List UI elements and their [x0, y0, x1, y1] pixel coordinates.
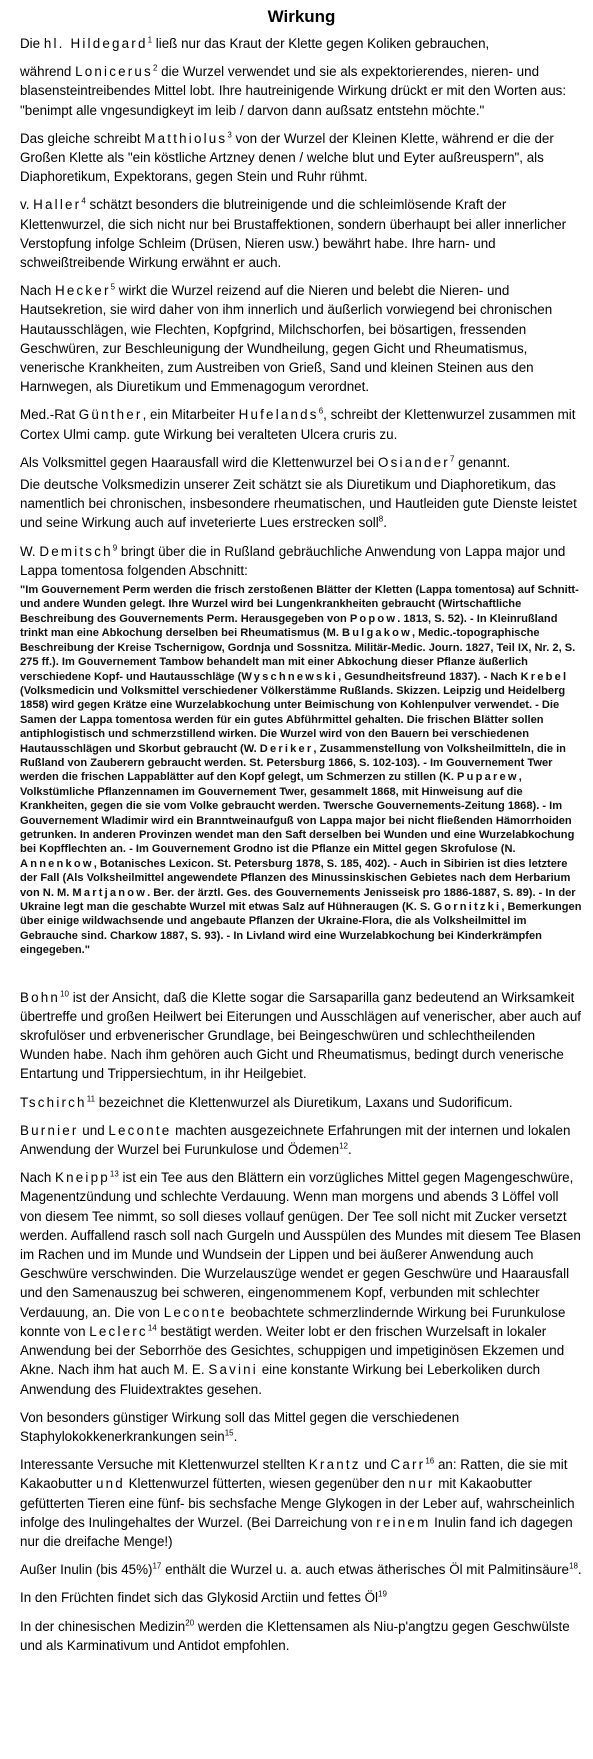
footnote-marker: 15: [224, 1428, 234, 1438]
text-run: die Wurzel verwendet und sie als expektorierendes, nieren- und blasensteintreibendes Mittel lobt. Ihre hautreinigende Wirkung drückt er mit den Worten aus: "benimpt alle vngesundigkeyt im leib / darvon dann außsatz entstehn möchte.": [20, 64, 567, 118]
author-name: Hecker: [54, 283, 111, 299]
author-name: Puparew: [457, 771, 519, 784]
text-run: (Volksmedicin und Volksmittel verschiedener Völkerstämme Rußlands. Skizzen. Leipzig und Heidelberg 1858) wird gegen Krätze eine Wurzelabkochung unter Beimischung von Kohlenpulver verwendet. - Die Samen der Lappa tomentosa werden für ein gutes Abführmittel gehalten. Die frischen Blätter sollen antiphlogistisch und schmerzstillend wirken. Die Wurzel wird von den Bauern bei verschiedenen Hautausschlägen und Skorbut gebraucht (W.: [20, 684, 566, 755]
footnote-marker: 10: [60, 989, 69, 999]
footnote-marker: 20: [185, 1618, 195, 1628]
footnote-marker: 2: [152, 63, 158, 73]
text-run: "Im Gouvernement Perm werden die frisch zerstoßenen Blätter der Kletten (Lappa tomentosa) auf Schnitt- und andere Wunden gelegt. Ihre Wurzel wird bei Lungenkrankheiten gebraucht (Wirtschaftliche Beschreibung des Gouvernements Perm. Herausgegeben von: [20, 584, 579, 625]
author-name: Carr: [390, 1457, 426, 1473]
paragraph-p11: [20, 1093, 583, 1112]
footnote-marker: 1: [147, 35, 153, 45]
paragraph-p5: [20, 281, 583, 396]
text-run: .: [233, 1428, 238, 1444]
text-run: ist der Ansicht, daß die Klette sogar die Sarsaparilla ganz bedeutend an Wirksamkeit übertreffe und großen Heilwert bei Eiterungen und Ausschlägen auf venerischer, aber auch auf skrofulöser und erbvenerischer Grundlage, bei Beingeschwüren und schlechtheilenden Wunden habe. Nach ihm gehören auch Gicht und Rheumatismus, bedingt durch venerische Entartung und Trippersiechtum, in ihr Heilgebiet.: [20, 989, 582, 1082]
text-run: Das gleiche schreibt: [20, 130, 145, 146]
text-run: ist ein Tee aus den Blättern ein vorzügliches Mittel gegen Magengeschwüre, Magenentzündung und schlechte Verdauung. Wenn man morgens und abends 3 Löffel voll von diesem Tee nimmt, so soll dieses vollauf genügen. Der Tee soll nicht mit Zucker versetzt werden. Auffallend rasch soll nach Gurgeln und Ausspülen des Mundes mit diesem Tee Blasen im Rachen und im Munde und Wundsein der Lippen und bei äußerer Anwendung auch Geschwüre verschwinden. Die Wurzelauszüge wendet er gegen Geschwüre und Haarausfall und den Samenauszug bei schweren, eingenommenem Kopf, verbunden mit schlechter Verdauung, an. Die von: [20, 1170, 581, 1320]
text-run: Nach: [20, 1170, 55, 1186]
text-run: , Medic.-topographische Beschreibung der Kreise Tschernigow, Gordnja und Sossnitza. Militär-Medic. Journ. 1827, Teil IX, Nr. 2, S. 275 ff.). Im Gouvernement Tambow behandelt man mit einer Abkochung dieser Pflanze äußerlich verschiedene Kopf- und Hautausschläge (: [20, 627, 576, 683]
author-name: Wyschnewski: [241, 670, 339, 683]
paragraph-p12: [20, 1121, 583, 1159]
text-run: . Ber. der ärztl. Ges. des Gouvernements Jenisseisk pro 1886-1887, S. 89). - In der Ukraine legt man die geschabte Wurzel mit etwas Salz auf Hühneraugen (K. S.: [20, 886, 576, 914]
footnote-marker: 14: [147, 1323, 157, 1333]
text-run: wirkt die Wurzel reizend auf die Nieren und belebt die Nieren- und Hautsekretion, sie wird daher von ihm innerlich und äußerlich vorwiegend bei chronischen Hautausschlägen, wie Flechten, Kopfgrind, Milchschorfen, bei bösartigen, fressenden Geschwüren, zur Beschleunigung der Wundheilung, gegen Gicht und Rheumatismus, venerische Krankheiten, zum Austreiben von Grieß, Sand und kleinen Steinen aus den Harnwegen, als Diuretikum und Emmenagogum verordnet.: [20, 283, 553, 395]
author-name: hl. Hildegard: [43, 36, 148, 51]
text-run: , Botanisches Lexicon. St. Petersburg 1878, S. 185, 402). - Auch in Sibirien ist dies letztere der Fall (Als Volksheilmittel angewendete Pflanzen des Minussinskischen Gebietes nach dem Herbarium von N. M.: [20, 857, 571, 899]
author-name: Krebel: [520, 670, 569, 683]
text-run: machten ausgezeichnete Erfahrungen mit der internen und lokalen Anwendung der Wurzel bei Furunkulose und Ödemen: [20, 1122, 571, 1158]
text-run: v.: [20, 197, 34, 213]
footnote-marker: 16: [425, 1456, 435, 1466]
text-run: bringt über die in Rußland gebräuchliche Anwendung von Lappa major und Lappa tomentosa folgenden Abschnitt:: [20, 543, 566, 578]
footnote-marker: 4: [81, 196, 86, 206]
text-run: Außer Inulin (bis 45%): [20, 1562, 153, 1578]
text-run: Die: [20, 36, 44, 51]
text-run: von der Wurzel der Kleinen Klette, während er die der Großen Klette als "ein köstliche Artzney denen / welche blut und Eyter außreuspern", als Diaphoretikum, Expektorans, gegen Stein und Ruhr rühmt.: [20, 130, 554, 185]
footnote-marker: 17: [152, 1561, 162, 1571]
text-run: , Gesundheitsfreund 1837). - Nach: [338, 670, 521, 683]
text-run: ließ nur das Kraut der Klette gegen Koliken gebrauchen,: [152, 36, 490, 51]
text-run: werden die Klettensamen als Niu-p'angtzu gegen Geschwülste und als Karminativum und Antidot empfohlen.: [20, 1618, 570, 1653]
footnote-marker: 12: [339, 1141, 348, 1151]
paragraph-p6: [20, 405, 583, 443]
text-run: , ein Mitarbeiter: [142, 407, 239, 423]
text-run: , Bemerkungen über einige wildwachsende und angebaute Pflanzen der Ukraine-Flora, die als Volksheilmittel im Gebrauche sind. Charkow 1887, S. 93). - In Livland wird eine Wurzelabkochung bei Kinderkrämpfen eingegeben.": [20, 901, 582, 957]
footnote-marker: 7: [449, 454, 455, 464]
paragraph-p1: [20, 34, 583, 53]
text-run: , Zusammenstellung von Volksheilmitteln, die in Rußland von Zauberern gebraucht werden. St. Petersburg 1866, S. 102-103). - Im Gouvernement Twer werden die frischen Lappablätter auf den Kopf gelegt, um Schmerzen zu stillen (K.: [20, 742, 566, 784]
footnote-marker: 5: [110, 282, 116, 292]
author-name: Deriker: [259, 742, 314, 755]
text-run: Klettenwurzel fütterten, wiesen gegenüber den: [124, 1476, 409, 1492]
text-run: und: [78, 1122, 109, 1138]
text-run: . 1813, S. 52). - In Kleinrußland trinkt man eine Abkochung derselben bei Rheumatismus (M.: [20, 612, 558, 640]
text-run: , schreibt der Klettenwurzel zusammen mit Cortex Ulmi camp. gute Wirkung bei veralteten Ulcera cruris zu.: [20, 407, 576, 442]
footnote-marker: 11: [86, 1094, 96, 1104]
text-run: Von besonders günstiger Wirkung soll das Mittel gegen die verschiedenen Staphylokokkenerkrankungen sein: [20, 1409, 460, 1444]
text-run: und: [360, 1457, 391, 1473]
text-run: Interessante Versuche mit Klettenwurzel stellten: [20, 1457, 309, 1473]
text-run: mit Kakaobutter gefütterten Tieren eine fünf- bis sechsfache Menge Glykogen in der Leber auf, wahrscheinlich infolge des Inulingehaltes der Wurzel. (Bei Darreichung von: [20, 1476, 575, 1530]
text-run: enthält die Wurzel u. a. auch etwas ätherisches Öl mit Palmitinsäure: [161, 1562, 570, 1578]
paragraph-p16: [20, 1560, 583, 1579]
footnote-marker: 6: [318, 406, 324, 416]
author-name: Lonicerus: [75, 64, 153, 80]
footnote-marker: 13: [109, 1169, 119, 1179]
text-run: Als Volksmittel gegen Haarausfall wird die Klettenwurzel bei: [20, 454, 379, 470]
footnote-marker: 18: [569, 1561, 578, 1571]
text-run: beobachtete schmerzlindernde Wirkung bei Furunkulose konnte von: [20, 1304, 566, 1339]
text-run: während: [20, 64, 76, 80]
page-title: Wirkung: [267, 7, 336, 26]
paragraph-p14: [20, 1408, 583, 1446]
text-run: bestätigt werden. Weiter lobt er den frischen Wurzelsaft in lokaler Anwendung bei der Seborrhöe des Gesichtes, schuppigen und impetiginösen Ekzemen und Akne. Nach ihm hat auch M. E.: [20, 1323, 565, 1378]
author-name: Gornitzki: [433, 901, 502, 914]
author-name: Krantz: [308, 1457, 361, 1473]
author-name: Annenkow: [20, 857, 94, 870]
text-run: , Volkstümliche Pflanzennamen im Gouvernement Twer, gesammelt 1868, mit Hinweisung auf die Krankheiten, gegen die sie vom Volke gebraucht werden. Twersche Gouvernements-Zeitung 1868). - Im Gouvernement Wladimir wird ein Branntweinaufguß von Lappa major bei nicht fließenden Hämorrhoiden getrunken. In anderen Provinzen wendet man den Saft derselben bei Wunden und eine Wurzelabkochung bei Kopfflechten an. - Im Gouvernement Grodno ist die Pflanze ein Mittel gegen Skrofulose (N.: [20, 771, 575, 856]
paragraph-p17: [20, 1588, 583, 1607]
author-name: nur: [408, 1476, 435, 1492]
author-name: Haller: [33, 197, 82, 213]
footnote-marker: 8: [378, 515, 384, 524]
text-run: W.: [20, 543, 40, 559]
paragraph-p4: [20, 195, 583, 272]
text-run: .: [348, 1142, 352, 1158]
footnote-marker: 3: [227, 130, 232, 140]
text-run: genannt.: [454, 454, 511, 470]
paragraph-p18: [20, 1617, 583, 1655]
footnote-marker: 9: [112, 543, 118, 553]
author-name: Martjanow: [72, 886, 148, 899]
text-run: schätzt besonders die blutreinigende und die schleimlösende Kraft der Klettenwurzel, die sich nicht nur bei Brustaffektionen, sondern überhaupt bei aller innerlicher Verstopfung infolge Schleim (Drüsen, Nieren usw.) bewährt habe. Ihre harn- und schweißtreibende Wirkung erwähnt er auch.: [20, 197, 567, 271]
author-name: Bulgakow: [341, 627, 412, 640]
paragraph-p10: [20, 988, 583, 1084]
text-run: an: Ratten, die sie mit Kakaobutter: [20, 1457, 568, 1492]
block-quote: [20, 583, 583, 958]
text-run: Die deutsche Volksmedizin unserer Zeit schätzt sie als Diuretikum und Diaphoretikum, das namentlich bei chronischen, insbesondere rheumatischen, und Hautleiden gute Dienste leistet und seine Wirkung auch auf inveterierte Lues erstrecken soll: [20, 477, 577, 531]
author-name: Hufelands: [238, 407, 319, 423]
author-name: Günther: [78, 407, 143, 423]
author-name: Bohn: [20, 989, 61, 1005]
text-section-before-quote: [20, 34, 583, 580]
author-name: reinem: [376, 1514, 431, 1530]
author-name: Kneipp: [54, 1170, 110, 1186]
text-run: .: [577, 1562, 582, 1578]
author-name: Tschirch: [20, 1094, 87, 1110]
text-run: Med.-Rat: [20, 407, 79, 423]
paragraph-p13: [20, 1168, 583, 1398]
paragraph-p2: [20, 62, 583, 120]
paragraph-p8: [20, 475, 583, 533]
text-run: Inulin fand ich dagegen nur die dreifache Menge!): [20, 1514, 573, 1549]
author-name: Demitsch: [39, 543, 113, 559]
author-name: Osiander: [378, 454, 450, 470]
author-name: Leclerc: [89, 1323, 148, 1339]
paragraph-p15: [20, 1455, 583, 1551]
text-run: eine konstante Wirkung bei Leberkoliken durch Anwendung des Fluidextraktes gesehen.: [20, 1362, 541, 1397]
text-section-after-quote: [20, 988, 583, 1655]
footnote-marker: 19: [378, 1589, 387, 1599]
text-run: In der chinesischen Medizin: [20, 1618, 186, 1634]
paragraph-p9: [20, 542, 583, 580]
text-run: In den Früchten findet sich das Glykosid Arctiin und fettes Öl: [20, 1590, 379, 1606]
paragraph-p3: [20, 129, 583, 187]
text-run: Nach: [20, 283, 55, 299]
author-name: Leconte: [108, 1122, 172, 1138]
author-name: Matthiolus: [144, 130, 228, 146]
text-run: bezeichnet die Klettenwurzel als Diuretikum, Laxans und Sudorificum.: [95, 1094, 513, 1110]
paragraph-p7: [20, 453, 583, 472]
author-name: Popow: [349, 612, 398, 625]
author-name: und: [95, 1476, 125, 1492]
author-name: Leconte: [163, 1304, 227, 1320]
author-name: Savini: [208, 1362, 258, 1378]
text-run: .: [383, 515, 387, 531]
author-name: Burnier: [20, 1122, 79, 1138]
